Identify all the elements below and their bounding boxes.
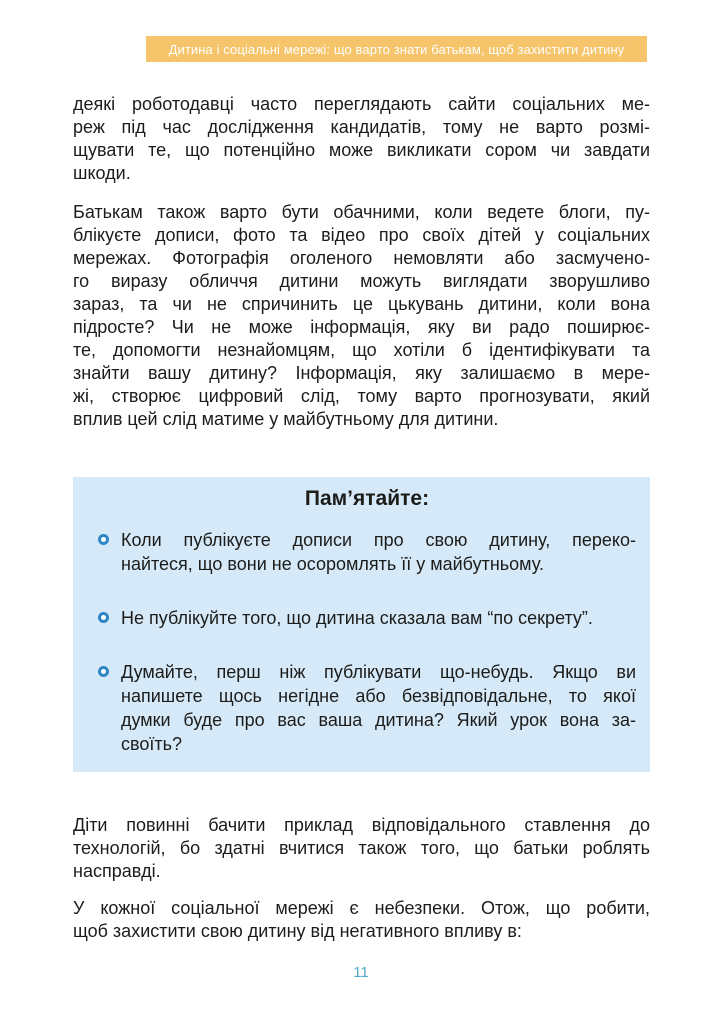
text-line: технологій, бо здатні вчитися також того, що батьки роблять bbox=[73, 838, 650, 858]
text-line: насправді. bbox=[73, 861, 161, 881]
closing-paragraphs bbox=[73, 814, 650, 943]
list-item-text bbox=[121, 606, 636, 630]
bullet-circle-icon bbox=[98, 534, 109, 545]
text-line: реж під час дослідження кандидатів, тому не варто розмі- bbox=[73, 117, 650, 137]
list-item bbox=[98, 606, 636, 630]
text-line: деякі роботодавці часто переглядають сайти соціальних ме- bbox=[73, 94, 650, 114]
running-header-band bbox=[146, 36, 647, 62]
callout-box bbox=[73, 477, 650, 772]
text-line: підросте? Чи не може інформація, яку ви радо поширює- bbox=[73, 317, 650, 337]
text-line: вплив цей слід матиме у майбутньому для дитини. bbox=[73, 409, 499, 429]
text-line: У кожної соціальної мережі є небезпеки. Отож, що робити, bbox=[73, 898, 650, 918]
text-line: щоб захистити свою дитину від негативного впливу в: bbox=[73, 921, 522, 941]
paragraph bbox=[73, 897, 650, 943]
text-line: Не публікуйте того, що дитина сказала вам “по секрету”. bbox=[121, 608, 593, 628]
paragraph bbox=[73, 201, 650, 431]
text-line: напишете щось негідне або безвідповідальне, то якої bbox=[121, 686, 636, 706]
page-content bbox=[73, 93, 650, 943]
page-number: 11 bbox=[353, 964, 369, 981]
text-line: знайти вашу дитину? Інформація, яку залишаємо в мере- bbox=[73, 363, 650, 383]
text-line: зараз, та чи не спричинить це цькувань дитини, коли вона bbox=[73, 294, 650, 314]
callout-title: Пам’ятайте: bbox=[304, 487, 430, 510]
bullet-circle-icon bbox=[98, 612, 109, 623]
bullet-circle-icon bbox=[98, 666, 109, 677]
intro-paragraphs bbox=[73, 93, 650, 431]
text-line: шкоди. bbox=[73, 163, 131, 183]
text-line: те, допомогти незнайомцям, що хотіли б ідентифікувати та bbox=[73, 340, 650, 360]
text-line: своїть? bbox=[121, 734, 183, 754]
text-line: блікуєте дописи, фото та відео про своїх дітей у соціальних bbox=[73, 225, 650, 245]
text-line: думки буде про вас ваша дитина? Який урок вона за- bbox=[121, 710, 636, 730]
list-item bbox=[98, 660, 636, 756]
text-line: Думайте, перш ніж публікувати що-небудь. Якщо ви bbox=[121, 662, 636, 682]
text-line: Діти повинні бачити приклад відповідального ставлення до bbox=[73, 815, 650, 835]
text-line: Батькам також варто бути обачними, коли ведете блоги, пу- bbox=[73, 202, 650, 222]
list-item-text bbox=[121, 660, 636, 756]
text-line: жі, створює цифровий слід, тому варто прогнозувати, який bbox=[73, 386, 650, 406]
list-item-text bbox=[121, 528, 636, 576]
paragraph bbox=[73, 93, 650, 185]
callout-bullet-list bbox=[98, 528, 636, 756]
text-line: мережах. Фотографія оголеного немовляти або засмучено- bbox=[73, 248, 650, 268]
list-item bbox=[98, 528, 636, 576]
text-line: найтеся, що вони не осоромлять її у майбутньому. bbox=[121, 554, 544, 574]
text-line: го виразу обличчя дитини можуть виглядати зворушливо bbox=[73, 271, 650, 291]
paragraph bbox=[73, 814, 650, 883]
text-line: щувати те, що потенційно може викликати сором чи завдати bbox=[73, 140, 650, 160]
running-header-text: Дитина і соціальні мережі: що варто знати батькам, щоб захистити дитину bbox=[168, 41, 625, 57]
text-line: Коли публікуєте дописи про свою дитину, переко- bbox=[121, 530, 636, 550]
